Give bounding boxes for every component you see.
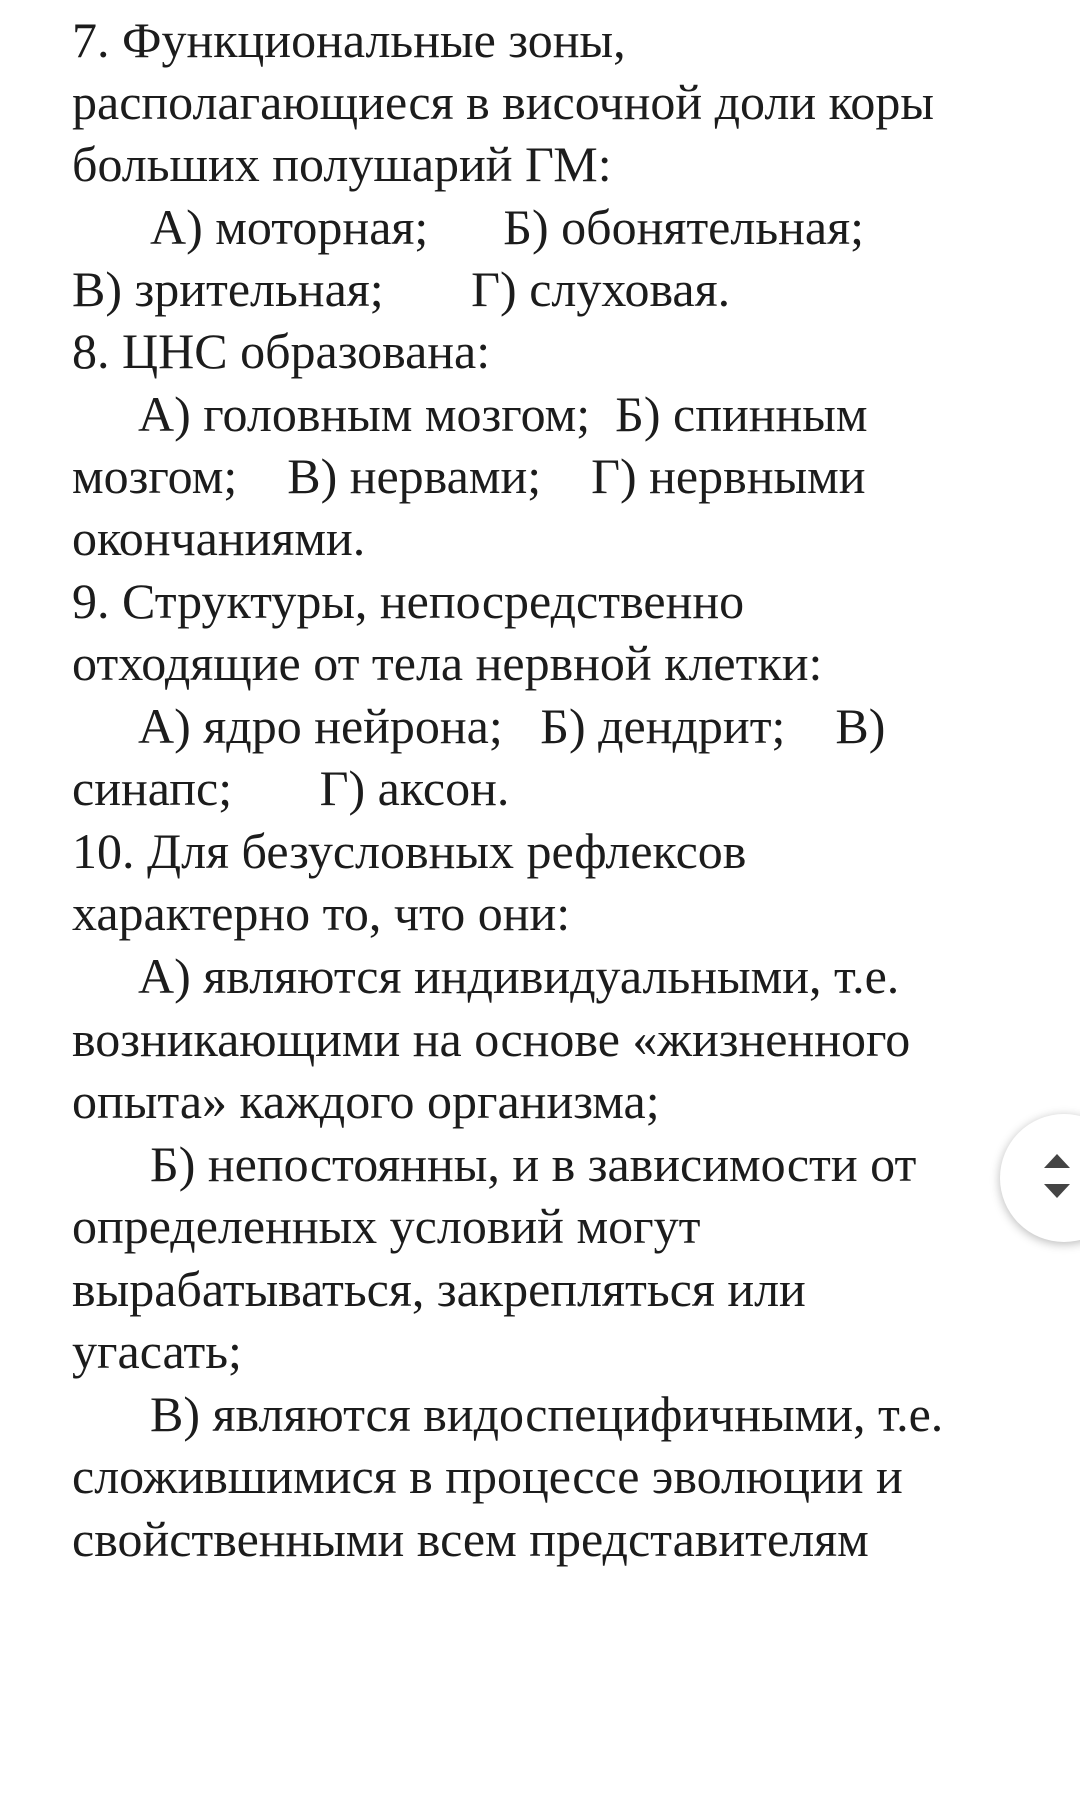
question-7-title-line-1: 7. Функциональные зоны,: [72, 12, 626, 68]
question-10-option-a-line-3: опыта» каждого организма;: [72, 1073, 660, 1129]
question-8-title: 8. ЦНС образована:: [72, 323, 491, 379]
question-10-option-b-line-3: вырабатываться, закрепляться или: [72, 1261, 806, 1317]
question-9-options-line-1: А) ядро нейрона; Б) дендрит; В): [138, 698, 886, 754]
question-7-title-line-2: располагающиеся в височной доли коры: [72, 74, 934, 130]
question-10-title-line-2: характерно то, что они:: [72, 885, 571, 941]
question-10-option-c-line-1: В) являются видоспецифичными, т.е.: [150, 1386, 944, 1442]
question-10-option-c-line-3: свойственными всем представителям: [72, 1511, 869, 1567]
chevron-down-icon: [1044, 1184, 1070, 1198]
chevron-up-icon: [1044, 1154, 1070, 1168]
question-10-title-line-1: 10. Для безусловных рефлексов: [72, 823, 747, 879]
question-10-option-c-line-2: сложившимися в процессе эволюции и: [72, 1448, 903, 1504]
question-9-options-line-2: синапс; Г) аксон.: [72, 760, 510, 816]
question-8-options-line-3: окончаниями.: [72, 510, 366, 566]
question-7-options-line-1: А) моторная; Б) обонятельная;: [150, 199, 864, 255]
question-10-option-b-line-1: Б) непостоянны, и в зависимости от: [150, 1136, 917, 1192]
question-8-options-line-2: мозгом; В) нервами; Г) нервными: [72, 448, 866, 504]
question-10-option-b-line-2: определенных условий могут: [72, 1198, 701, 1254]
question-8-options-line-1: А) головным мозгом; Б) спинным: [138, 386, 868, 442]
question-9-title-line-2: отходящие от тела нервной клетки:: [72, 635, 823, 691]
question-9-title-line-1: 9. Структуры, непосредственно: [72, 573, 745, 629]
scroll-handle-button[interactable]: [1000, 1114, 1080, 1242]
question-10-option-a-line-2: возникающими на основе «жизненного: [72, 1011, 911, 1067]
question-10-option-a-line-1: А) являются индивидуальными, т.е.: [138, 948, 900, 1004]
question-7-title-line-3: больших полушарий ГМ:: [72, 136, 612, 192]
question-7-options-line-2: В) зрительная; Г) слуховая.: [72, 261, 731, 317]
question-10-option-b-line-4: угасать;: [72, 1323, 242, 1379]
